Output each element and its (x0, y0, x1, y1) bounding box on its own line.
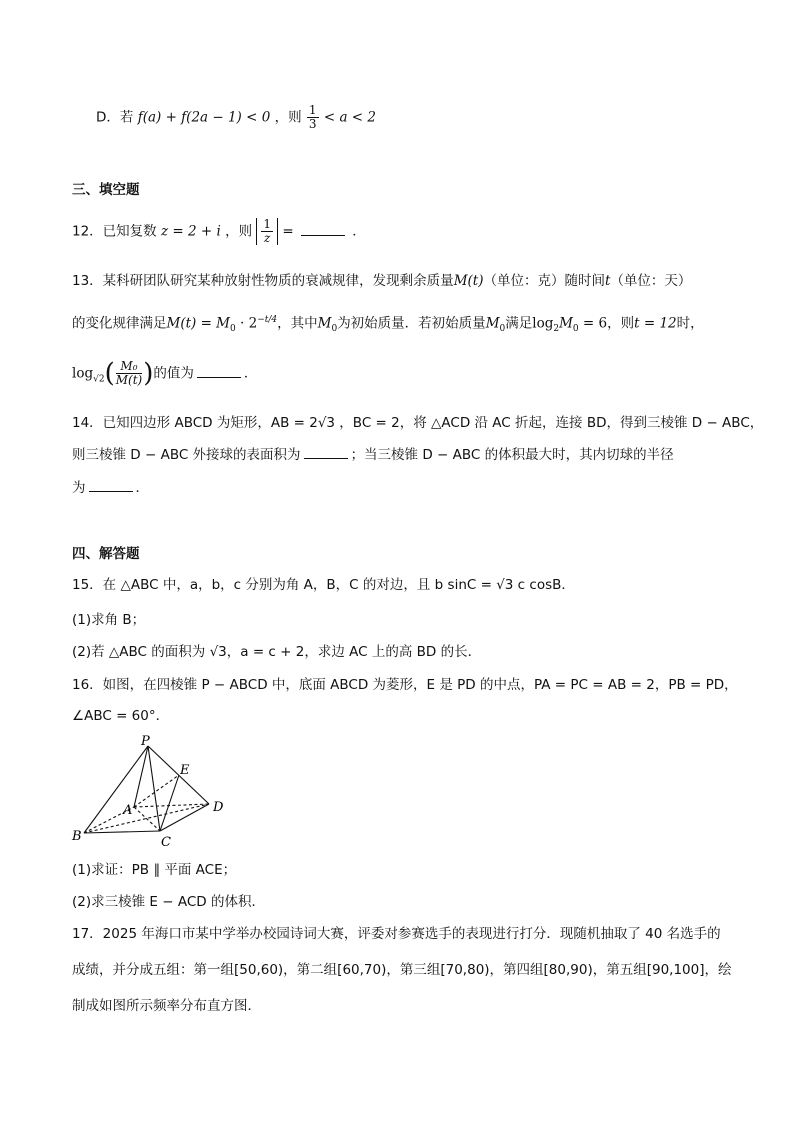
q12-end: ． (352, 223, 366, 240)
label-b: B (72, 829, 82, 844)
q13-sub0: 0 (230, 324, 236, 335)
q13-mid: ，其中 (277, 315, 318, 332)
q13-log-base: 2 (553, 324, 560, 335)
q13-l3-suffix: 的值为 (153, 365, 194, 382)
question-13-line1 (72, 272, 691, 291)
section-fill-in-title: 三、填空题 (72, 182, 140, 198)
question-16-part1: (1)求证：PB ∥ 平面 ACE； (72, 862, 237, 878)
q14-l2b: ；当三棱锥 D − ABC 的体积最大时，其内切球的半径 (350, 447, 674, 463)
q13-formula: M(t) = M (166, 315, 230, 332)
q13-ratio-fraction (116, 360, 142, 387)
edge-ac-dashed (134, 807, 160, 831)
question-14-line1: 14．已知四边形 ABCD 为矩形，AB = 2√3 ，BC = 2，将 △ACD 沿 AC 折起，连接 BD，得到三棱锥 D − ABC， (72, 415, 764, 431)
q13-mid4: ，则 (607, 315, 635, 332)
q12-z: z = 2 + i (160, 223, 221, 240)
fraction-one-third (307, 104, 319, 131)
q14-answer-blank-1[interactable] (304, 446, 348, 459)
frac-numerator: 1 (308, 103, 317, 117)
question-12 (72, 218, 366, 245)
option-d-mid: ，则 (274, 109, 302, 126)
q13-l1-prefix: 13．某科研团队研究某种放射性物质的衰减规律，发现剩余质量 (72, 273, 454, 289)
question-13-line2 (72, 314, 704, 336)
q12-mid: ，则 (225, 223, 253, 240)
q13-m0b: M (485, 315, 500, 332)
question-15-line1: 15．在 △ABC 中，a，b，c 分别为角 A，B，C 的对边，且 b sinC = √3 c cosB． (72, 577, 575, 593)
q14-end: ． (135, 480, 149, 496)
q13-mt: M(t) (453, 273, 484, 289)
question-17-line1: 17．2025 年海口市某中学举办校园诗词大赛，评委对参赛选手的表现进行打分．现随机抽取了 40 名选手的 (72, 926, 721, 942)
label-e: E (180, 763, 190, 778)
q13-unit2: （单位：天） (610, 273, 692, 289)
q14-l2a: 则三棱锥 D − ABC 外接球的表面积为 (72, 447, 301, 463)
q13-mid2: 为初始质量．若初始质量 (337, 315, 486, 332)
q13-log-eq: = 6 (578, 315, 608, 332)
q13-t: t (604, 273, 611, 289)
pyramid-figure (66, 732, 246, 852)
label-c: C (161, 835, 171, 850)
section-solve-title: 四、解答题 (72, 546, 140, 562)
q13-left-paren: ( (104, 358, 115, 389)
question-15-part2: (2)若 △ABC 的面积为 √3，a = c + 2，求边 AC 上的高 BD 的长． (72, 644, 482, 660)
option-d-range: < a < 2 (323, 109, 376, 126)
q13-m0: M (317, 315, 332, 332)
option-d-prefix: D．若 (96, 109, 134, 126)
q12-fraction (261, 218, 273, 245)
q13-log-m-sub: 0 (572, 324, 579, 335)
question-14-line2 (72, 446, 674, 465)
q13-t-eq: t = 12 (634, 315, 677, 332)
q13-l3-log: log (72, 365, 94, 382)
label-p: P (141, 734, 150, 749)
q13-exponent: −t/4 (257, 315, 278, 325)
q13-l2-prefix: 的变化规律满足 (72, 315, 167, 332)
q13-ratio-num: M₀ (116, 360, 142, 374)
q13-m0-sub: 0 (331, 324, 338, 335)
q12-frac-den: z (264, 231, 271, 246)
q13-l2-end: 时， (676, 315, 704, 332)
question-15-part1: (1)求角 B； (72, 612, 146, 628)
label-a: A (123, 803, 133, 818)
q13-m0b-sub: 0 (499, 324, 506, 335)
question-17-line3: 制成如图所示频率分布直方图． (72, 998, 261, 1014)
q13-dot2: · 2 (235, 315, 258, 332)
q12-frac-num: 1 (263, 217, 272, 231)
question-16-line1: 16．如图，在四棱锥 P − ABCD 中，底面 ABCD 为菱形，E 是 PD 的中点，PA = PC = AB = 2，PB = PD， (72, 677, 738, 693)
q13-l3-log-base: √2 (93, 374, 105, 385)
edge-bc (84, 831, 160, 833)
q12-abs-value (256, 218, 278, 245)
option-d-inequality: f(a) + f(2a − 1) < 0 (137, 109, 271, 126)
frac-denominator: 3 (308, 117, 317, 132)
q13-log-m: M (559, 315, 573, 332)
option-d (96, 104, 376, 131)
q12-prefix: 12．已知复数 (72, 223, 157, 240)
q14-answer-blank-2[interactable] (89, 479, 133, 492)
q13-right-paren: ) (143, 358, 154, 389)
label-d: D (213, 800, 224, 815)
q13-log: log (532, 315, 554, 332)
q13-l3-end: ． (243, 365, 258, 382)
q12-eq: = (282, 223, 294, 240)
q13-mid3: 满足 (505, 315, 533, 332)
question-13-line3 (72, 360, 257, 387)
question-17-line2: 成绩，并分成五组：第一组[50,60)，第二组[60,70)，第三组[70,80)，第四组[80,90)，第五组[90,100]，绘 (72, 962, 732, 978)
q14-l3: 为 (72, 480, 86, 496)
question-16-part2: (2)求三棱锥 E − ACD 的体积． (72, 894, 265, 910)
q13-answer-blank[interactable] (197, 365, 241, 378)
question-16-line2: ∠ABC = 60°． (72, 708, 170, 724)
q13-unit: （单位：克）随时间 (483, 273, 605, 289)
question-14-line3 (72, 479, 149, 498)
q12-answer-blank[interactable] (301, 223, 345, 236)
q13-ratio-den: M(t) (115, 373, 143, 388)
